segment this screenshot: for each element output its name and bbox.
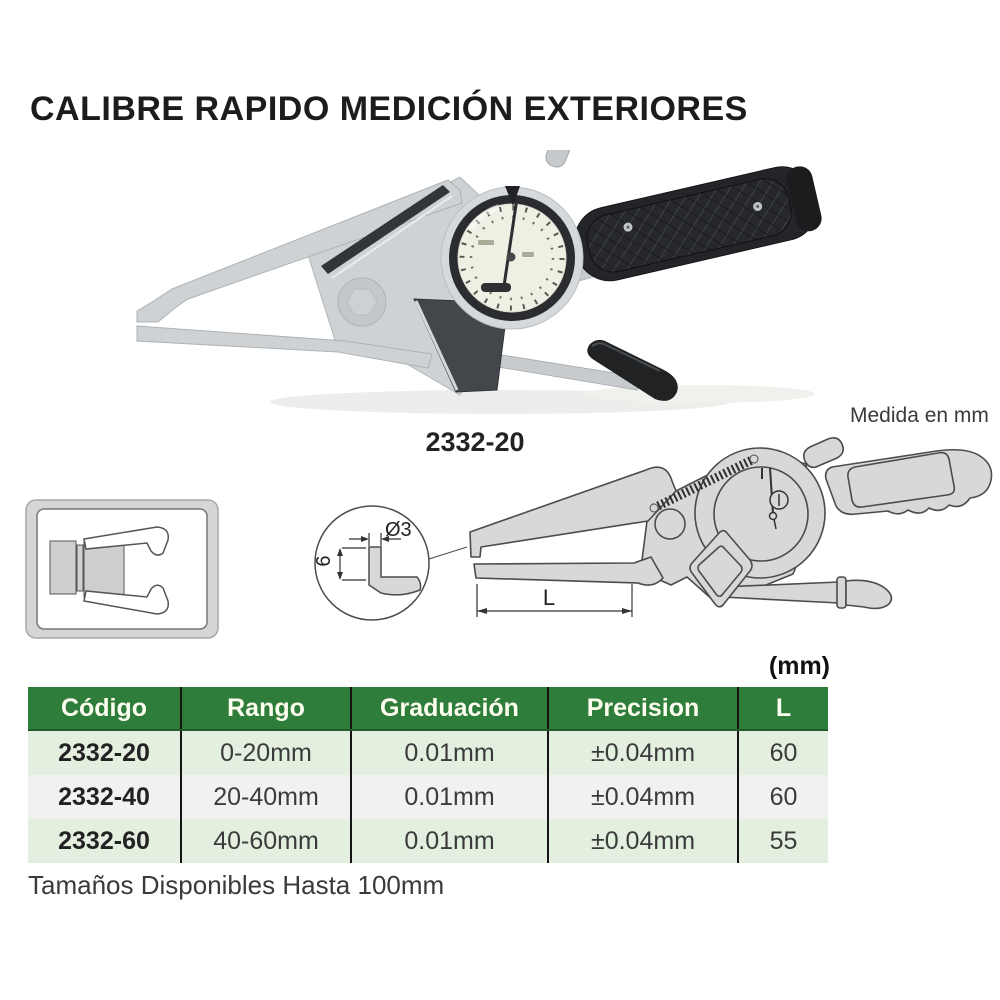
cell-l: 60 [737,775,828,819]
dial-indicator [441,186,583,329]
cell-precision: ±0.04mm [547,775,737,819]
technical-drawing [300,430,1000,650]
dim-length-label: L [542,585,556,610]
dial-brand-logo [481,283,511,292]
drawing-pivot [655,509,685,539]
table-units-label: (mm) [768,652,830,680]
arrow-icon [622,608,632,614]
table-row [28,819,828,863]
application-inset-diagram [22,496,222,644]
detail-leader-line [429,547,467,559]
table-header-row [28,687,828,731]
cell-rango: 20-40mm [180,775,350,819]
cell-codigo: 2332-20 [58,738,150,767]
spring-end-pin [650,504,658,512]
cell-rango: 0-20mm [180,731,350,775]
photo-shadow [270,385,815,414]
col-header-graduacion: Graduación [350,687,547,729]
col-header-precision: Precision [547,687,737,729]
dim-height-label: 6 [313,555,335,567]
cell-codigo: 2332-40 [58,782,150,811]
dim-diameter-label: Ø3 [385,519,412,541]
drawing-lower-jaw [474,557,663,585]
drawing-handle [826,450,992,515]
spring-end-pin [750,455,758,463]
cell-codigo: 2332-60 [58,826,150,855]
units-note: Medida en mm [850,404,989,427]
col-header-l: L [737,687,828,729]
cell-graduacion: 0.01mm [350,819,547,863]
product-photo-dial-caliper [120,150,900,440]
dial-text-mark [478,240,494,245]
cell-precision: ±0.04mm [547,731,737,775]
needle-hub [507,253,516,262]
arrow-icon [477,608,487,614]
cell-precision: ±0.04mm [547,819,737,863]
table-row [28,775,828,819]
availability-note: Tamaños Disponibles Hasta 100mm [28,870,445,900]
table-row [28,731,828,775]
col-header-rango: Rango [180,687,350,729]
page-title: CALIBRE RAPIDO MEDICIÓN EXTERIORES [30,90,748,128]
cell-graduacion: 0.01mm [350,731,547,775]
cell-rango: 40-60mm [180,819,350,863]
col-header-codigo: Código [60,693,148,722]
dial-plunger [543,150,588,170]
knurled-handle [568,160,825,288]
model-number-label: 2332-20 [425,427,525,457]
drawing-rod-collar [837,577,846,608]
drawing-top-lug [804,438,843,468]
dial-text-mark [522,252,534,257]
spec-table [28,687,828,863]
cell-l: 60 [737,731,828,775]
drawing-rod-knob [846,580,891,608]
cell-l: 55 [737,819,828,863]
cell-graduacion: 0.01mm [350,775,547,819]
